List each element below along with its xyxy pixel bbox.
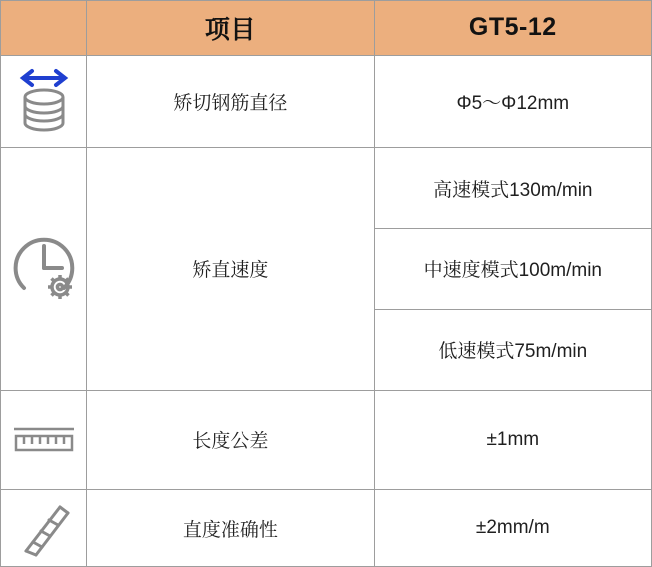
value-label: ±2mm/m <box>374 490 651 567</box>
header-icon-column <box>1 1 87 56</box>
table-row <box>1 148 652 229</box>
value-label: ±1mm <box>374 390 651 490</box>
straight-bar-icon <box>1 497 86 559</box>
icon-cell <box>1 148 87 391</box>
item-label: 直度准确性 <box>87 490 374 567</box>
header-item-column: 项目 <box>87 1 374 56</box>
table-row <box>1 55 652 147</box>
speed-clock-gear-icon <box>1 230 86 308</box>
icon-cell <box>1 390 87 490</box>
table-header-row <box>1 1 652 56</box>
table-row <box>1 490 652 567</box>
icon-cell <box>1 55 87 147</box>
item-label: 矫直速度 <box>87 148 374 391</box>
value-label: Φ5～Φ12mm <box>374 55 651 147</box>
header-value-column: GT5-12 <box>374 1 651 56</box>
icon-cell <box>1 490 87 567</box>
value-label: 高速模式130m/min <box>374 148 651 229</box>
value-label: 中速度模式100m/min <box>374 229 651 310</box>
ruler-icon <box>1 423 86 457</box>
table-row <box>1 390 652 490</box>
value-label: 低速模式75m/min <box>374 309 651 390</box>
coil-diameter-icon <box>1 66 86 138</box>
item-label: 矫切钢筋直径 <box>87 55 374 147</box>
item-label: 长度公差 <box>87 390 374 490</box>
